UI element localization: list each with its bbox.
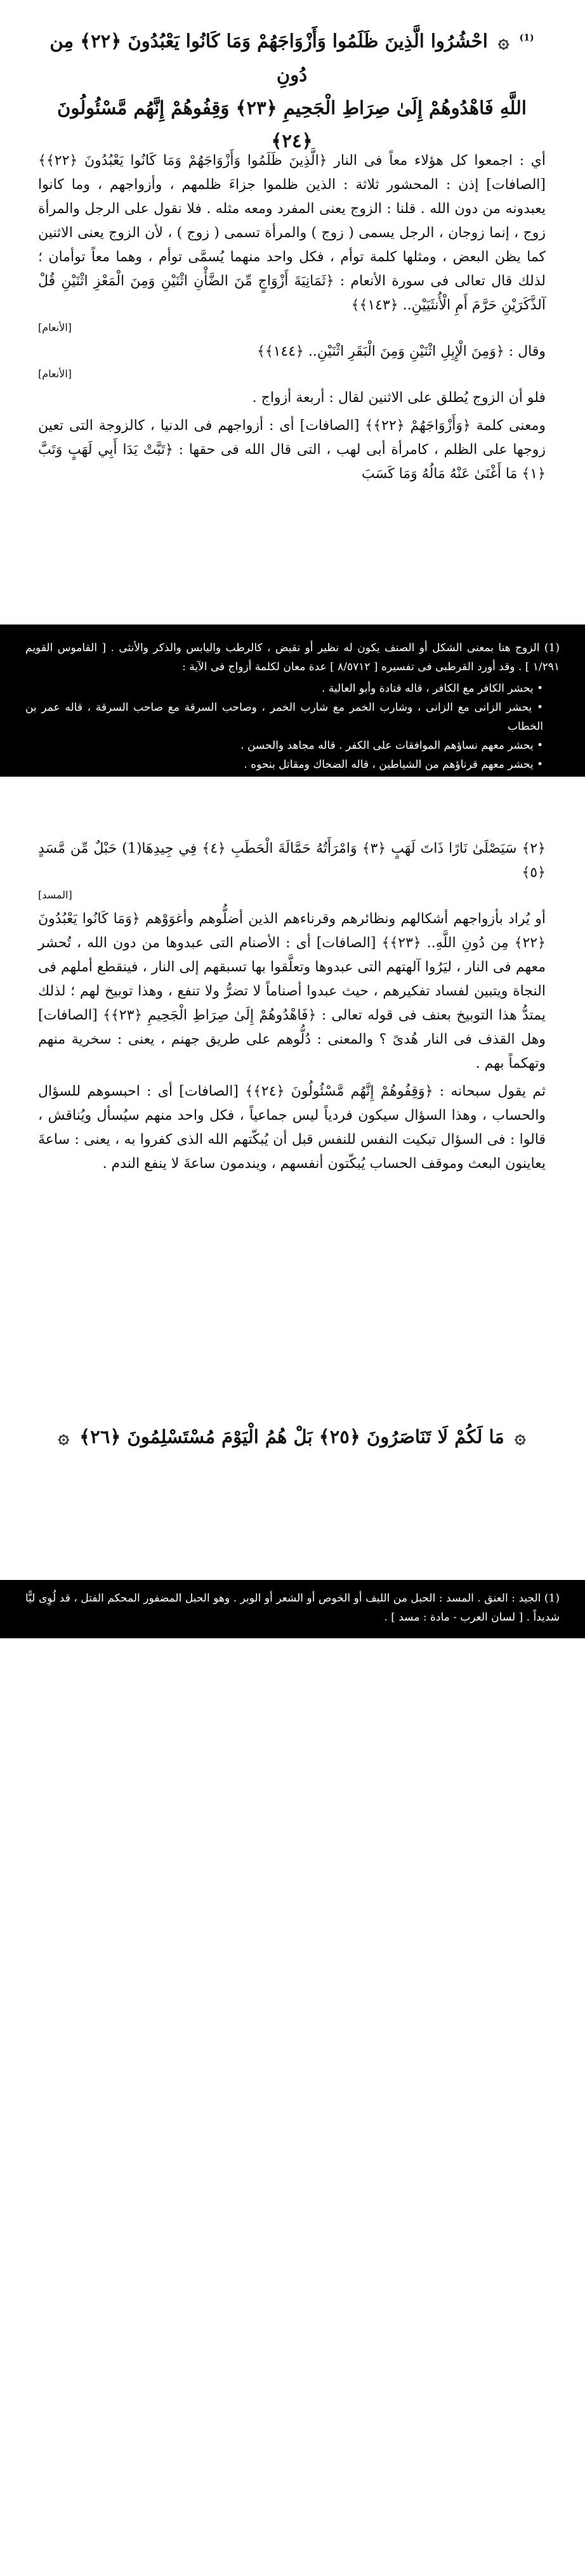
verse-line-2 [38, 91, 546, 157]
verse-continuation: ﴿٢﴾ سَيَصْلَىٰ نَارًا ذَاتَ لَهَبٍ ﴿٣﴾ وَامْرَأَتُهُ حَمَّالَةَ الْحَطَبِ ﴿٤﴾ فِي جِيدِهَا(1) حَبْلٌ مِّن مَّسَدٍ ﴿٥﴾ [38, 841, 546, 881]
footnote-block-1 [0, 625, 585, 793]
footnote-2-text: (1) الجيد : العنق . المسد : الحبل من الليف أو الخوص أو الشعر أو الوبر . وهو الحبل المضفور المحكم الفتل ، قد لُوِى ليًّا شديداً . [ لسان العرب - مادة : مسد ] . [25, 1592, 560, 1624]
verse-text-1: احْشُرُوا الَّذِينَ ظَلَمُوا وَأَزْوَاجَهُمْ وَمَا كَانُوا يَعْبُدُونَ ﴿٢٢﴾ مِن دُونِ [49, 30, 488, 86]
footnote-item: • يحشر معهم قرناؤهم من الشياطين ، قاله الضحاك ومقاتل بنحوه . [25, 755, 543, 774]
footnote-item: • يحشر معهم نساؤهم الموافقات على الكفر . قاله مجاهد والحسن . [25, 736, 543, 755]
reference-anaam-1: [الأنعام] [38, 321, 72, 333]
footnote-list [25, 679, 543, 774]
paragraph-6: ثم يقول سبحانه : ﴿وَقِفُوهُمْ إِنَّهُم مَّسْئُولُونَ ﴿٢٤﴾﴾ [الصافات] أى : احبسوهم للسؤال والحساب ، وهذا السؤال سيكون فردياً ليس جماعياً ، فكل واحد منهم سيُسأل ويُناقش ، قالوا : فى السؤال تبكيت النفس للنفس قبل أن يُبكّتهم الله الذى كفروا به ، يعنى : ساعةَ يعاينون البعث وموقف الحساب يُبكّتون أنفسهم ، ويندمون ساعةَ لا ينفع الندم . [38, 1084, 546, 1172]
verse-text-2: اللَّهِ فَاهْدُوهُمْ إِلَىٰ صِرَاطِ الْجَحِيمِ ﴿٢٣﴾ وَقِفُوهُمْ إِنَّهُم مَّسْئُولُونَ ﴿٢٤﴾ [57, 96, 527, 152]
footnote-block-2 [0, 1580, 585, 1638]
bottom-verse [38, 1420, 546, 1454]
ornament-icon: ۞ [58, 1426, 70, 1448]
footnote-item: • يحشر الزانى مع الزانى ، وشارب الخمر مع شارب الخمر ، وصاحب السرقة مع صاحب السرقة ، قاله عمر بن الخطاب [25, 698, 543, 736]
footnote-item: • يحشر الكافر مع الكافر ، قاله قتادة وأبو العالية . [25, 679, 543, 698]
paragraph-1: أي : اجمعوا كل هؤلاء معاً فى النار ﴿الَّذِينَ ظَلَمُوا وَأَزْوَاجَهُمْ وَمَا كَانُوا يَعْبُدُونَ ﴿٢٢﴾﴾ [الصافات] إذن : المحشور ثلاثة : الذين ظلموا جزاءَ ظلمهم ، وأزواجهم ، وما كانوا يعبدونه من دون الله . قلنا : الزوج يعنى المفرد ومعه مثله . فلا نقول على الرجل والمرأة زوج ، إنما زوجان ، الرجل يسمى ( زوج ) والمرأة تسمى ( زوج ) ، لأن الزوج يعنى الاثنين كما يظن البعض ، ومثلها كلمة توأم ، فكل واحد منهما يُسمَّى توأم ، وهما معاً توأمان ؛ لذلك قال تعالى فى سورة الأنعام : ﴿ثَمَانِيَةَ أَزْوَاجٍ مِّنَ الضَّأْنِ اثْنَيْنِ وَمِنَ الْمَعْزِ اثْنَيْنِ قُلْ آلذَّكَرَيْنِ حَرَّمَ أَمِ الْأُنثَيَيْنِ.. ﴿١٤٣﴾﴾ [38, 153, 546, 313]
ornament-icon: ۞ [497, 30, 509, 53]
footnote-mark: (1) [519, 33, 534, 43]
reference-anaam-2: [الأنعام] [38, 368, 72, 380]
commentary-section-1 [38, 149, 546, 490]
commentary-section-2 [38, 837, 546, 1180]
verse-line-1 [38, 22, 546, 91]
reference-masad: [المسد] [38, 889, 72, 901]
paragraph-2: وقال : ﴿وَمِنَ الْإِبِلِ اثْنَيْنِ وَمِنَ الْبَقَرِ اثْنَيْنِ.. ﴿١٤٤﴾﴾ [256, 344, 546, 359]
bottom-verse-text: مَا لَكُمْ لَا تَنَاصَرُونَ ﴿٢٥﴾ بَلْ هُمُ الْيَوْمَ مُسْتَسْلِمُونَ ﴿٢٦﴾ [79, 1426, 504, 1447]
ornament-icon: ۞ [514, 1426, 526, 1448]
paragraph-3: فلو أن الزوج يُطلق على الاثنين لقال : أربعة أزواج . [252, 390, 546, 406]
paragraph-4: ومعنى كلمة ﴿وَأَزْوَاجَهُمْ ﴿٢٢﴾﴾ [الصافات] أى : أزواجهم فى الدنيا ، كالزوجة التى تعين زوجها على الظلم ، كامرأة أبى لهب ، التى قال الله فى حقها : ﴿تَبَّتْ يَدَا أَبِي لَهَبٍ وَتَبَّ ﴿١﴾ مَا أَغْنَىٰ عَنْهُ مَالُهُ وَمَا كَسَبَ [38, 418, 546, 482]
paragraph-5: أو يُراد بأزواجهم أشكالهم ونظائرهم وقرناءهم الذين أضلُّوهم وأغوَوْهم ﴿وَمَا كَانُوا يَعْبُدُونَ ﴿٢٢﴾ مِن دُونِ اللَّهِ.. ﴿٢٣﴾﴾ [الصافات] أى : الأصنام التى عبدوها من دون الله ، تُحشر معهم فى النار ، ليَرُوا آلهتهم التى عبدوها وتعلَّقوا بها تسبقهم إلى النار ، فينقطع أملهم فى النجاة ويتبين لفساد تفكيرهم ، حيث عبدوا أصناماً لا تضرُّ ولا تنفع ، وهذا توبيخ لهم ؛ لذلك يمتدُّ هذا التوبيخ بعنف فى قوله تعالى : ﴿فَاهْدُوهُمْ إِلَىٰ صِرَاطِ الْجَحِيمِ ﴿٢٣﴾﴾ [الصافات] وهل القذف فى النار هُدىً ؟ والمعنى : دُلُّوهم على طريق جهنم ، يعنى : سخرية منهم وتهكماً بهم . [38, 911, 546, 1071]
footnote-intro: (1) الزوج هنا بمعنى الشكل أو الصنف يكون له نظير أو نقيض ، كالرطب واليابس والذكر والأنثى . [ القاموس القويم ١/٢٩١ ] . وقد أورد القرطبى فى تفسيره [ ٨/٥٧١٢ ] عدة معان لكلمة أزواج فى الآية : [25, 642, 560, 673]
footnote-outro: وخلاصة القول فى معنى ﴿ وَأَزْوَاجَهُمْ ﴾ : أشباههم وأمثالهم . [297, 780, 560, 793]
top-verse [38, 22, 546, 157]
